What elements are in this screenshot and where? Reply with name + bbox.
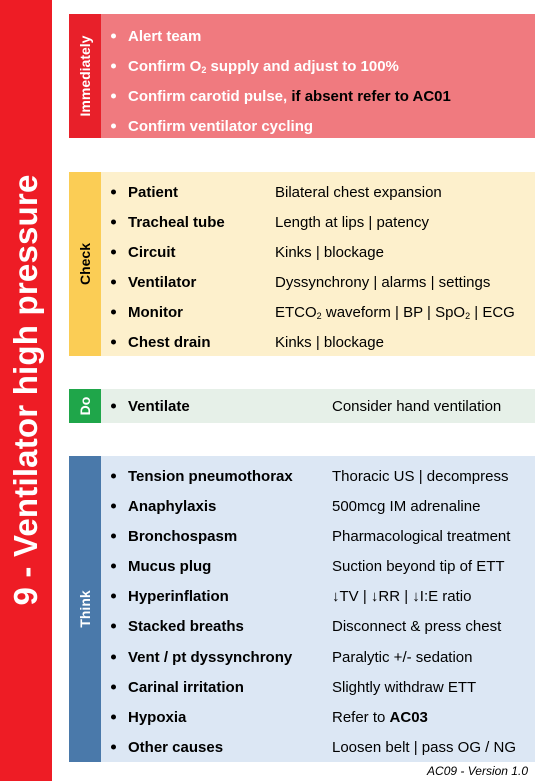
item-label: Ventilate (128, 397, 190, 415)
bullet-icon (111, 504, 116, 509)
item-value: Length at lips | patency (275, 213, 429, 231)
list-item (101, 611, 535, 641)
item-value: Kinks | blockage (275, 333, 384, 351)
think-label-bar (69, 456, 101, 762)
item-label: Bronchospasm (128, 527, 238, 545)
list-item (101, 461, 535, 491)
bullet-icon (111, 655, 116, 660)
item-value: Slightly withdraw ETT (332, 678, 477, 696)
item-label: Stacked breaths (128, 617, 244, 635)
list-item (101, 491, 535, 521)
bullet-icon (111, 250, 116, 255)
bullet-icon (111, 404, 116, 409)
item-label: Chest drain (128, 333, 211, 351)
bullet-icon (111, 685, 116, 690)
bullet-icon (111, 34, 116, 39)
item-label: Monitor (128, 303, 183, 321)
bullet-icon (111, 124, 116, 129)
bullet-icon (111, 594, 116, 599)
do-section (69, 389, 535, 423)
bullet-icon (111, 220, 116, 225)
item-value: Kinks | blockage (275, 243, 384, 261)
item-label: Mucus plug (128, 557, 212, 575)
item-label: Hyperinflation (128, 587, 229, 605)
bullet-icon (111, 624, 116, 629)
item-value: Thoracic US | decompress (332, 467, 509, 485)
list-item (101, 111, 535, 141)
item-value: Consider hand ventilation (332, 397, 502, 415)
item-value: $ETCO_2$ waveform | BP | SpO$_2$ | ECG (275, 303, 515, 321)
list-item (101, 21, 535, 51)
item-label: Circuit (128, 243, 176, 261)
bullet-icon (111, 474, 116, 479)
immediately-label: Immediately (77, 35, 93, 117)
item-label: Patient (128, 183, 179, 201)
side-banner (0, 0, 52, 781)
bullet-icon (111, 64, 116, 69)
do-label: Do (77, 396, 93, 416)
item-label: Vent / pt dyssynchrony (128, 648, 293, 666)
item-label: Anaphylaxis (128, 497, 217, 515)
version-footer: AC09 - Version 1.0 (427, 764, 528, 778)
bullet-icon (111, 310, 116, 315)
list-item (101, 327, 535, 357)
think-section (69, 456, 535, 762)
list-item (101, 551, 535, 581)
list-item (101, 51, 535, 81)
list-item (101, 237, 535, 267)
bullet-icon (111, 564, 116, 569)
list-item (101, 672, 535, 702)
list-item (101, 642, 535, 672)
list-item (101, 81, 535, 111)
item-value: Paralytic +/- sedation (332, 648, 473, 666)
bullet-icon (111, 190, 116, 195)
think-label: Think (77, 590, 93, 628)
list-item (101, 521, 535, 551)
immediately-section (69, 14, 535, 138)
list-item (101, 732, 535, 762)
item-label: Hypoxia (128, 708, 187, 726)
bullet-icon (111, 745, 116, 750)
item-value: ↓TV | ↓RR | ↓I:E ratio (332, 587, 472, 605)
immediately-body (101, 14, 535, 138)
item-label: Carinal irritation (128, 678, 244, 696)
item-value: Bilateral chest expansion (275, 183, 442, 201)
item-value: Dyssynchrony | alarms | settings (275, 273, 491, 291)
item-value: Refer to AC03 (332, 708, 428, 726)
check-section (69, 172, 535, 356)
list-item (101, 702, 535, 732)
item-value: 500mcg IM adrenaline (332, 497, 481, 515)
item-label: Other causes (128, 738, 224, 756)
do-body (101, 389, 535, 423)
bullet-icon (111, 715, 116, 720)
check-label: Check (77, 242, 93, 286)
list-item (101, 267, 535, 297)
page-title: 9 - Ventilator high pressure (7, 174, 44, 606)
list-item (101, 581, 535, 611)
list-item (101, 177, 535, 207)
check-label-bar (69, 172, 101, 356)
bullet-icon (111, 534, 116, 539)
think-body (101, 456, 535, 762)
check-body (101, 172, 535, 356)
item-value: Disconnect & press chest (332, 617, 502, 635)
item-value: Pharmacological treatment (332, 527, 511, 545)
immediately-label-bar (69, 14, 101, 138)
item-text: Alert team (128, 27, 202, 45)
item-text: Confirm ventilator cycling (128, 117, 314, 135)
list-item (101, 391, 535, 421)
bullet-icon (111, 340, 116, 345)
list-item (101, 207, 535, 237)
item-text: Confirm carotid pulse, if absent refer to AC01 (128, 87, 451, 105)
item-label: Ventilator (128, 273, 197, 291)
item-value: Loosen belt | pass OG / NG (332, 738, 516, 756)
list-item (101, 297, 535, 327)
bullet-icon (111, 94, 116, 99)
bullet-icon (111, 280, 116, 285)
item-label: Tracheal tube (128, 213, 225, 231)
do-label-bar (69, 389, 101, 423)
item-label: Tension pneumothorax (128, 467, 293, 485)
item-value: Suction beyond tip of ETT (332, 557, 505, 575)
item-text: Confirm $O_2$ supply and adjust to 100% (128, 57, 399, 75)
